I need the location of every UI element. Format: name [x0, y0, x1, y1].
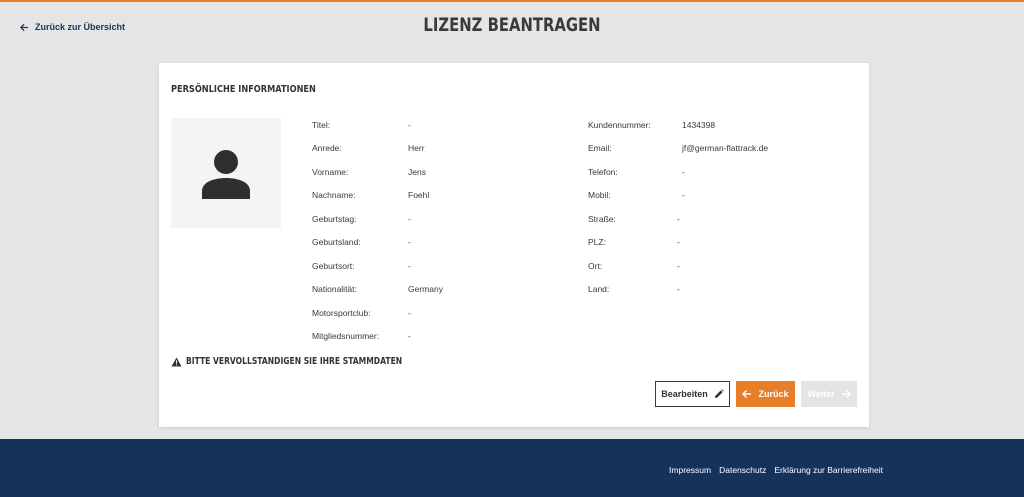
- arrow-left-icon: [20, 23, 29, 32]
- field-value-nationalitaet: Germany: [408, 284, 443, 294]
- back-link-label: Zurück zur Übersicht: [35, 22, 126, 32]
- field-value-titel: -: [408, 120, 411, 130]
- warning-text: BITTE VERVOLLSTÄNDIGEN SIE IHRE STAMMDATEN: [186, 356, 403, 367]
- top-accent-bar: [0, 0, 1024, 2]
- person-icon: [200, 147, 252, 199]
- field-value-strasse: -: [677, 214, 680, 224]
- field-value-anrede: Herr: [408, 143, 425, 153]
- field-value-telefon: -: [682, 167, 685, 177]
- field-value-geburtsort: -: [408, 261, 411, 271]
- field-value-mitgliedsnummer: -: [408, 331, 411, 341]
- field-label-geburtsort: Geburtsort:: [312, 261, 355, 271]
- field-label-mitgliedsnummer: Mitgliedsnummer:: [312, 331, 380, 341]
- field-label-strasse: Straße:: [588, 214, 616, 224]
- field-value-plz: -: [677, 237, 680, 247]
- edit-button-label: Bearbeiten: [661, 389, 708, 399]
- field-value-vorname: Jens: [408, 167, 426, 177]
- field-value-motorsportclub: -: [408, 308, 411, 318]
- field-label-motorsportclub: Motorsportclub:: [312, 308, 371, 318]
- next-button-label: Weiter: [807, 389, 835, 399]
- field-label-email: Email:: [588, 143, 612, 153]
- field-value-ort: -: [677, 261, 680, 271]
- arrow-right-icon: [841, 389, 851, 399]
- field-label-anrede: Anrede:: [312, 143, 342, 153]
- incomplete-data-warning: [171, 356, 456, 367]
- field-label-nationalitaet: Nationalität:: [312, 284, 357, 294]
- field-label-vorname: Vorname:: [312, 167, 349, 177]
- field-label-telefon: Telefon:: [588, 167, 618, 177]
- next-button[interactable]: [801, 381, 857, 407]
- field-label-geburtsland: Geburtsland:: [312, 237, 361, 247]
- edit-button[interactable]: [655, 381, 730, 407]
- arrow-left-icon: [742, 389, 752, 399]
- pencil-icon: [714, 389, 724, 399]
- field-label-nachname: Nachname:: [312, 190, 356, 200]
- back-button[interactable]: [736, 381, 795, 407]
- footer: [0, 439, 1024, 497]
- field-value-geburtstag: -: [408, 214, 411, 224]
- back-button-label: Zurück: [758, 389, 789, 399]
- footer-link-datenschutz[interactable]: Datenschutz: [719, 465, 767, 475]
- field-value-land: -: [677, 284, 680, 294]
- warning-triangle-icon: [171, 357, 182, 367]
- field-label-land: Land:: [588, 284, 610, 294]
- page-title: LIZENZ BEANTRAGEN: [423, 14, 601, 36]
- field-value-kundennummer: 1434398: [682, 120, 716, 130]
- field-value-email: jf@german-flattrack.de: [682, 143, 769, 153]
- field-label-titel: Titel:: [312, 120, 331, 130]
- personal-info-card: [159, 63, 869, 427]
- section-title: PERSÖNLICHE INFORMATIONEN: [171, 84, 316, 95]
- avatar: [171, 118, 281, 228]
- footer-link-impressum[interactable]: Impressum: [669, 465, 712, 475]
- field-value-geburtsland: -: [408, 237, 411, 247]
- footer-link-barrierefreiheit[interactable]: Erklärung zur Barrierefreiheit: [774, 465, 883, 475]
- field-label-geburtstag: Geburtstag:: [312, 214, 357, 224]
- footer-links: [669, 465, 883, 475]
- field-label-plz: PLZ:: [588, 237, 606, 247]
- field-label-kundennummer: Kundennummer:: [588, 120, 651, 130]
- field-value-nachname: Foehl: [408, 190, 430, 200]
- back-to-overview-link[interactable]: [20, 20, 125, 34]
- field-value-mobil: -: [682, 190, 685, 200]
- field-label-mobil: Mobil:: [588, 190, 611, 200]
- field-label-ort: Ort:: [588, 261, 603, 271]
